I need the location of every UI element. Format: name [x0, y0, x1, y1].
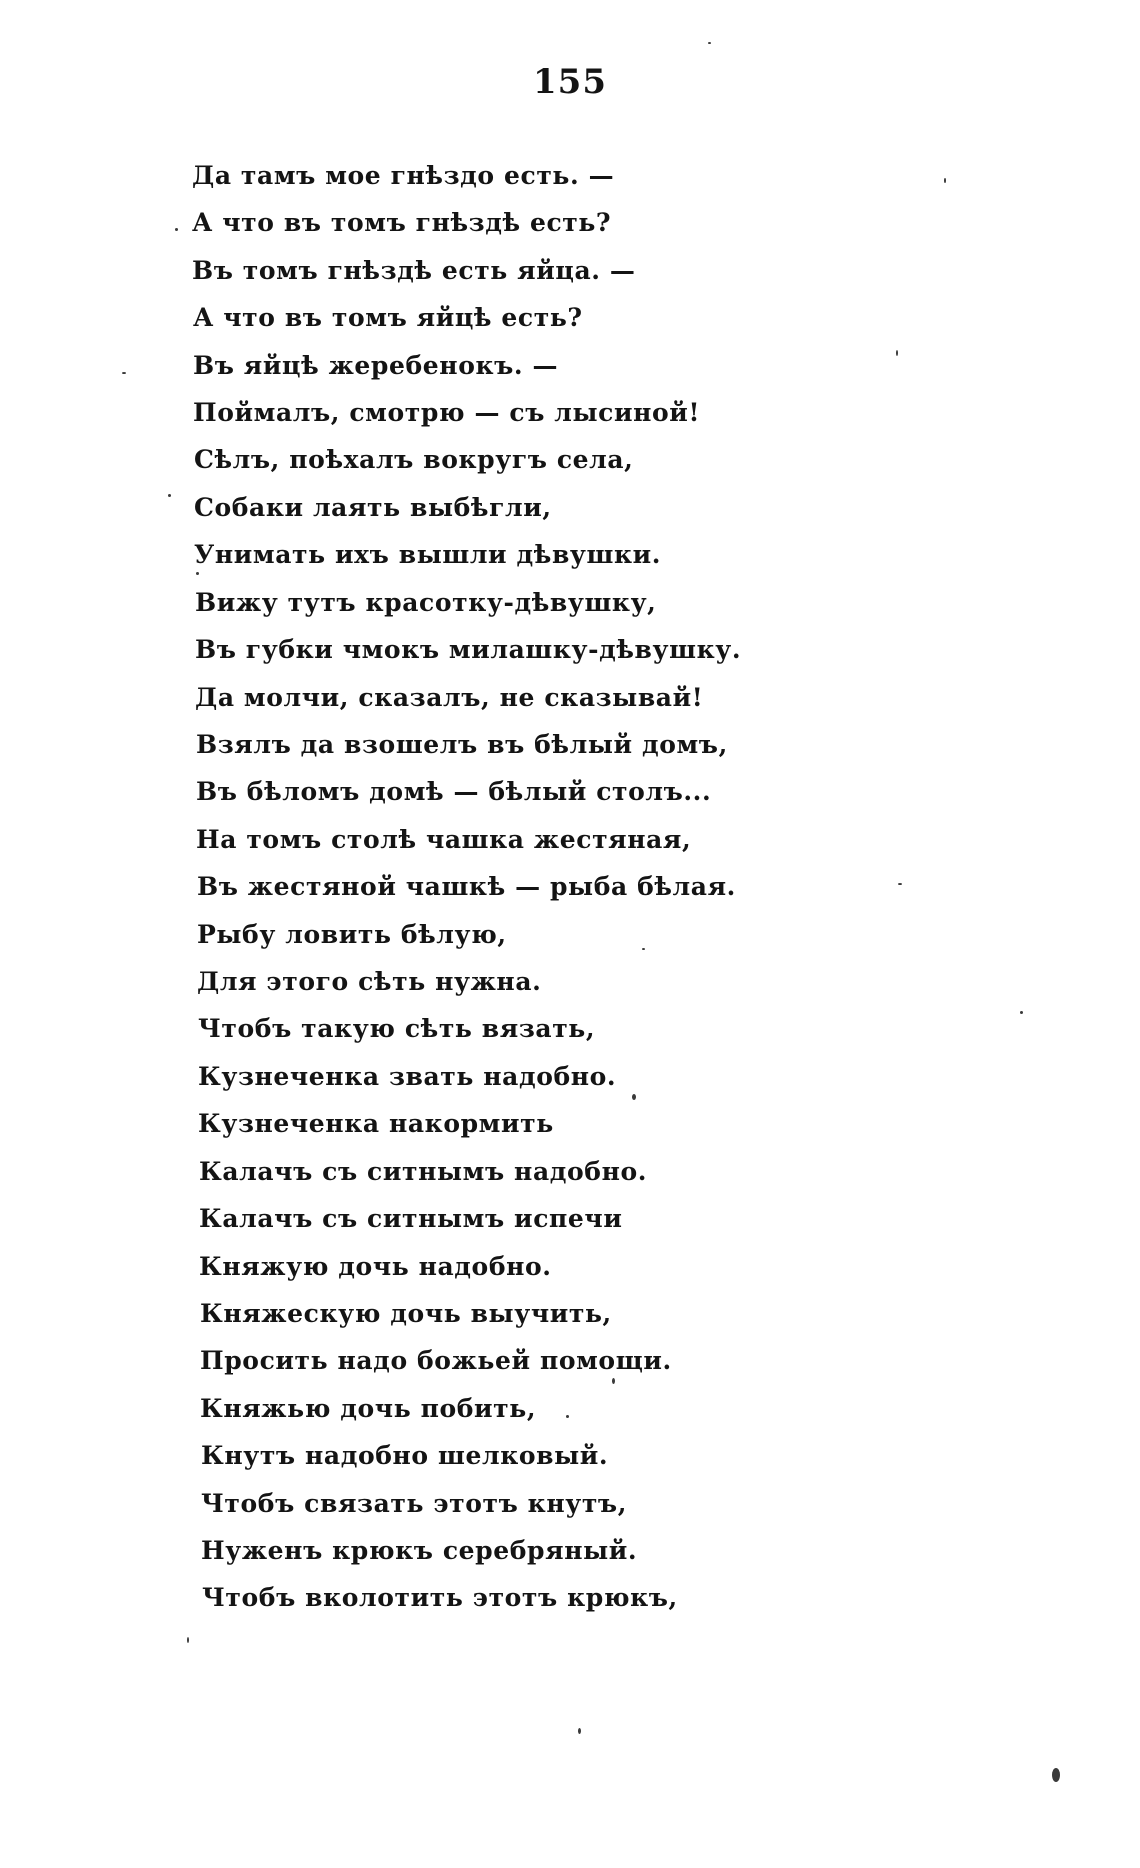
- poem-line: Кузнеченка звать надобно.: [198, 1062, 617, 1091]
- scan-speck: [612, 1378, 615, 1384]
- scan-speck: [187, 1637, 189, 1643]
- scan-speck: [175, 228, 178, 231]
- poem-line: Въ томъ гнѣздѣ есть яйца. —: [192, 256, 636, 285]
- scan-speck: [122, 372, 126, 374]
- scan-speck: [898, 883, 902, 885]
- poem-line: Собаки лаять выбѣгли,: [194, 493, 552, 522]
- poem-line: Поймалъ, смотрю — съ лысиной!: [193, 398, 701, 427]
- poem-line: А что въ томъ гнѣздѣ есть?: [192, 208, 612, 237]
- page-number: 155: [533, 62, 607, 102]
- poem-line: Въ жестяной чашкѣ — рыба бѣлая.: [197, 872, 736, 901]
- poem-line: На томъ столѣ чашка жестяная,: [196, 825, 692, 854]
- poem-line: Унимать ихъ вышли дѣвушки.: [194, 540, 662, 569]
- scan-speck: [708, 42, 711, 44]
- poem-line: Кнутъ надобно шелковый.: [201, 1441, 609, 1470]
- poem-line: Кузнеченка накормить: [198, 1109, 554, 1138]
- scan-speck: [578, 1728, 581, 1734]
- poem-line: Калачъ съ ситнымъ надобно.: [199, 1157, 648, 1186]
- poem-line: Для этого сѣть нужна.: [197, 967, 542, 996]
- scan-speck: [642, 948, 645, 950]
- poem-line: Сѣлъ, поѣхалъ вокругъ села,: [194, 445, 634, 474]
- poem-line: Просить надо божьей помощи.: [200, 1346, 672, 1375]
- poem-line: Княжескую дочь выучить,: [200, 1299, 612, 1328]
- poem-line: Вижу тутъ красотку-дѣвушку,: [195, 588, 657, 617]
- poem-line: Чтобъ вколотить этотъ крюкъ,: [202, 1583, 678, 1612]
- scan-speck: [168, 494, 171, 497]
- poem-line: А что въ томъ яйцѣ есть?: [193, 303, 583, 332]
- scan-speck: [944, 178, 946, 183]
- poem-line: Въ бѣломъ домѣ — бѣлый столъ...: [196, 777, 712, 806]
- scan-speck: [1020, 1011, 1023, 1014]
- poem-line: Калачъ съ ситнымъ испечи: [199, 1204, 623, 1233]
- scan-speck: [1052, 1768, 1060, 1782]
- scan-speck: [566, 1415, 569, 1418]
- poem-line: Да тамъ мое гнѣздо есть. —: [192, 161, 615, 190]
- poem-line: Въ губки чмокъ милашку-дѣвушку.: [195, 635, 742, 664]
- scan-speck: [896, 350, 898, 356]
- poem-line: Рыбу ловить бѣлую,: [197, 920, 507, 949]
- poem-line: Взялъ да взошелъ въ бѣлый домъ,: [196, 730, 728, 759]
- poem-line: Чтобъ такую сѣть вязать,: [198, 1014, 596, 1043]
- scan-speck: [196, 572, 199, 575]
- poem-line: Въ яйцѣ жеребенокъ. —: [193, 351, 559, 380]
- poem-line: Княжую дочь надобно.: [199, 1252, 552, 1281]
- poem-line: Чтобъ связать этотъ кнутъ,: [201, 1489, 628, 1518]
- poem-line: Княжью дочь побить,: [200, 1394, 537, 1423]
- poem-line: Нуженъ крюкъ серебряный.: [201, 1536, 638, 1565]
- poem-line: Да молчи, сказалъ, не сказывай!: [195, 683, 704, 712]
- scan-speck: [632, 1094, 636, 1100]
